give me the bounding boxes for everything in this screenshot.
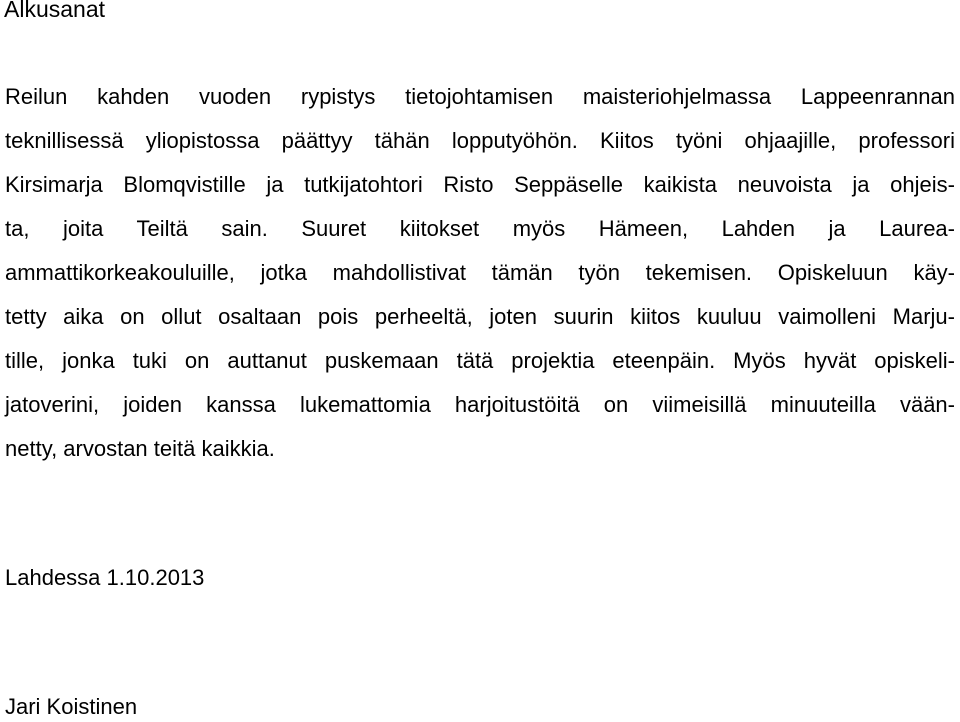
paragraph-line-6: tetty aika on ollut osaltaan pois perheeltä, joten suurin kiitos kuuluu vaimolleni Marju- [5,304,955,329]
paragraph-line-9: netty, arvostan teitä kaikkia. [5,436,275,461]
paragraph-line-3: Kirsimarja Blomqvistille ja tutkijatohtori Risto Seppäselle kaikista neuvoista ja ohjeis- [5,172,955,197]
page-title: Alkusanat [4,0,106,22]
place-and-date: Lahdessa 1.10.2013 [5,565,205,590]
paragraph-line-8: jatoverini, joiden kanssa lukemattomia harjoitustöitä on viimeisillä minuuteilla vään- [5,392,955,417]
paragraph-line-1: Reilun kahden vuoden rypistys tietojohtamisen maisteriohjelmassa Lappeenrannan [5,84,955,109]
paragraph-line-5: ammattikorkeakouluille, jotka mahdollistivat tämän työn tekemisen. Opiskeluun käy- [5,260,955,285]
paragraph-line-7: tille, jonka tuki on auttanut puskemaan tätä projektia eteenpäin. Myös hyvät opiskeli- [5,348,955,373]
paragraph-line-2: teknillisessä yliopistossa päättyy tähän lopputyöhön. Kiitos työni ohjaajille, professori [5,128,955,153]
paragraph-line-4: ta, joita Teiltä sain. Suuret kiitokset myös Hämeen, Lahden ja Laurea- [5,216,955,241]
author-name: Jari Koistinen [5,694,138,719]
